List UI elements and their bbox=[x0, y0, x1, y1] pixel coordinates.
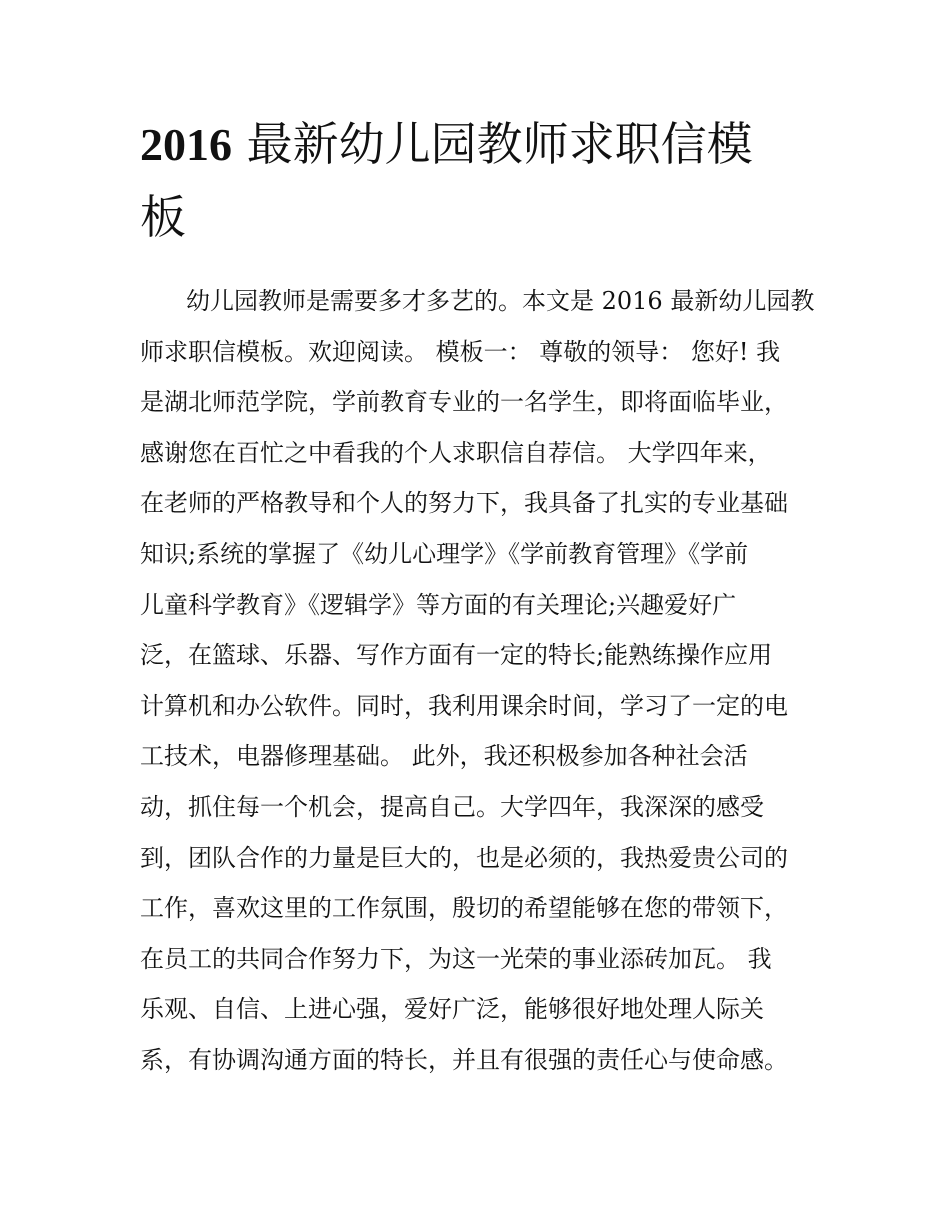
paragraph-line: 计算机和办公软件。同时，我利用课余时间，学习了一定的电 bbox=[140, 691, 788, 720]
paragraph-line: 师求职信模板。欢迎阅读。 模板一： 尊敬的领导： 您好! 我 bbox=[140, 337, 781, 366]
paragraph-line: 乐观、自信、上进心强，爱好广泛，能够很好地处理人际关 bbox=[140, 995, 764, 1024]
paragraph-line: 儿童科学教育》《逻辑学》等方面的有关理论;兴趣爱好广 bbox=[140, 590, 737, 619]
title-text-line1: 最新幼儿园教师求职信模 bbox=[232, 117, 753, 171]
paragraph-line: 幼儿园教师是需要多才多艺的。本文是 2016 最新幼儿园教 bbox=[186, 287, 815, 315]
paragraph-line: 在老师的严格教导和个人的努力下，我具备了扎实的专业基础 bbox=[140, 489, 788, 518]
paragraph-line: 在员工的共同合作努力下，为这一光荣的事业添砖加瓦。 我 bbox=[140, 944, 772, 973]
paragraph-line: 泛，在篮球、乐器、写作方面有一定的特长;能熟练操作应用 bbox=[140, 641, 773, 670]
paragraph-line: 是湖北师范学院，学前教育专业的一名学生，即将面临毕业， bbox=[140, 388, 788, 417]
paragraph-line: 工作，喜欢这里的工作氛围，殷切的希望能够在您的带领下， bbox=[140, 894, 788, 923]
title-text-line2: 板 bbox=[140, 190, 186, 244]
title-year: 2016 bbox=[140, 119, 232, 170]
body-paragraph bbox=[140, 282, 820, 1092]
document-title bbox=[140, 108, 820, 253]
paragraph-line: 知识;系统的掌握了《幼儿心理学》《学前教育管理》《学前 bbox=[140, 539, 749, 568]
paragraph-line: 到，团队合作的力量是巨大的，也是必须的，我热爱贵公司的 bbox=[140, 843, 788, 872]
paragraph-line: 工技术，电器修理基础。 此外，我还积极参加各种社会活 bbox=[140, 742, 748, 771]
paragraph-line: 系，有协调沟通方面的特长，并且有很强的责任心与使命感。 bbox=[140, 1045, 788, 1074]
paragraph-line: 动，抓住每一个机会，提高自己。大学四年，我深深的感受 bbox=[140, 792, 764, 821]
paragraph-line: 感谢您在百忙之中看我的个人求职信自荐信。 大学四年来， bbox=[140, 438, 772, 467]
